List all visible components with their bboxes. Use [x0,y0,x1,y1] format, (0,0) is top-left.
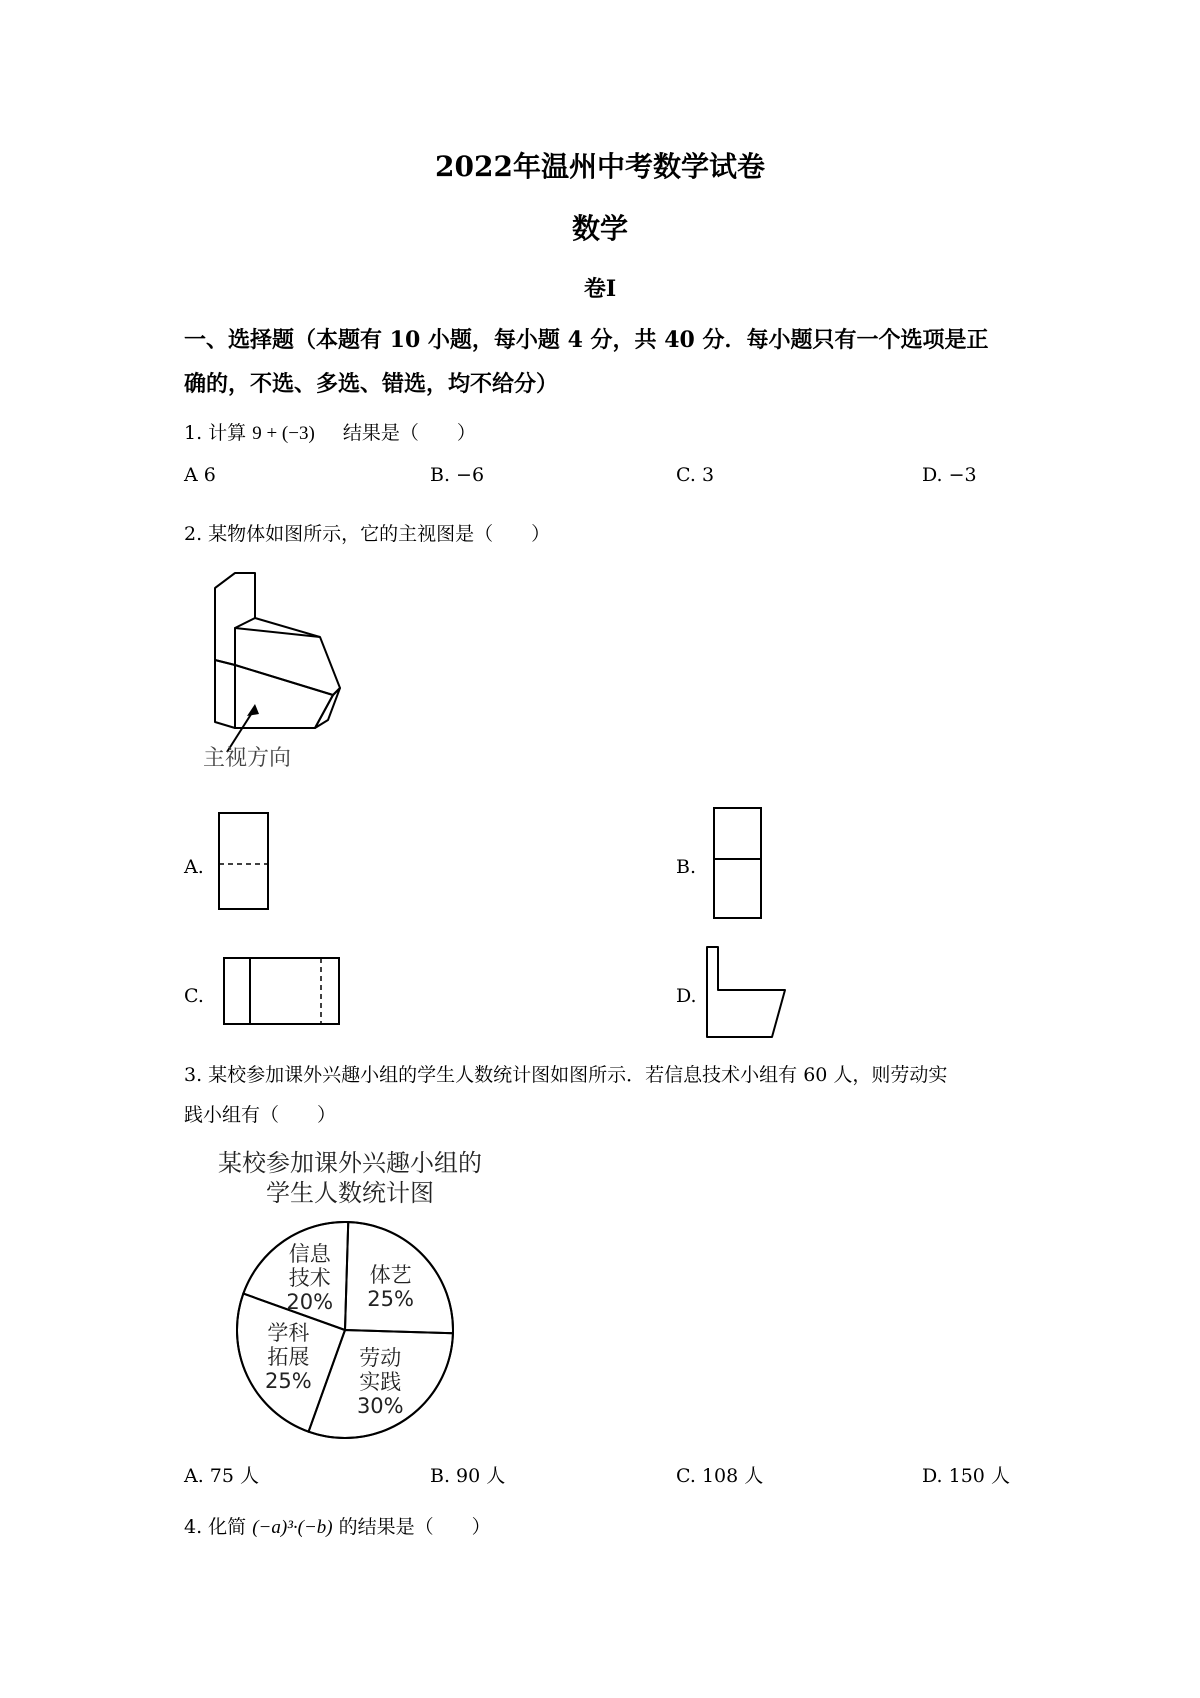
q2-option-d-figure[interactable] [705,945,790,1040]
pie-slice-category-label: 体艺 [369,1263,412,1288]
exam-title: 2022年温州中考数学试卷 [435,150,765,183]
q3-option-c[interactable]: C. 108 人 [676,1465,764,1487]
pie-slice-category-label: 劳动 [359,1345,402,1370]
q1-expression: 9 + (−3) [252,423,315,444]
pie-chart-title-line1: 某校参加课外兴趣小组的 [218,1149,482,1177]
figure-back-face [215,573,255,665]
q1-option-c[interactable]: C. 3 [676,464,715,486]
q2-option-b-figure[interactable] [713,807,763,920]
pie-slice-percent-label: 25% [367,1287,414,1312]
q4-suffix: 的结果是（ ） [338,1516,491,1538]
arrow-head [247,704,259,716]
question-3-line2: 践小组有（ ） [184,1104,337,1126]
figure-lower-left-face [215,660,235,728]
pie-slice-category-label: 实践 [359,1369,402,1394]
section-heading-line1: 一、选择题（本题有 10 小题，每小题 4 分，共 40 分．每小题只有一个选项是正 [184,327,989,353]
pie-chart-title-line2: 学生人数统计图 [266,1179,434,1207]
q2-option-b[interactable]: B. [676,856,697,878]
pie-slice-category-label: 学科 [267,1320,310,1345]
q2-option-a-figure[interactable] [218,812,270,912]
q3-option-b[interactable]: B. 90 人 [430,1465,506,1487]
q1-suffix: 结果是（ ） [342,422,476,444]
q4-expression: (−a)³·(−b) [252,1517,333,1538]
section-heading [184,318,1044,406]
question-2: 2. 某物体如图所示，它的主视图是（ ） [184,523,551,545]
section-heading-line2: 确的，不选、多选、错选，均不给分） [184,371,559,397]
q3-option-d[interactable]: D. 150 人 [922,1465,1010,1487]
figure-front-face [235,665,333,728]
pie-slice-percent-label: 20% [286,1290,334,1315]
q1-prefix: 1. 计算 [184,422,247,444]
volume-title: 卷Ⅰ [583,276,617,302]
pie-slice-category-label: 拓展 [267,1344,310,1369]
pie-slice-category-label: 信息 [288,1242,331,1267]
q4-prefix: 4. 化简 [184,1516,247,1538]
question-3-line1: 3. 某校参加课外兴趣小组的学生人数统计图如图所示．若信息技术小组有 60 人，则劳动实 [184,1064,948,1086]
q2-option-d[interactable]: D. [676,985,697,1007]
pie-chart-title [195,1148,505,1208]
q2-option-c[interactable]: C. [184,985,204,1007]
q2-object-figure [195,560,355,780]
pie-slice-percent-label: 30% [356,1393,404,1418]
q3-option-a[interactable]: A. 75 人 [184,1465,260,1487]
subject-title: 数学 [571,212,628,245]
question-1 [184,418,476,445]
q1-option-b[interactable]: B. −6 [430,464,485,486]
q2-option-c-figure[interactable] [223,957,341,1027]
q1-option-a[interactable]: A 6 [184,464,216,486]
q2-option-a[interactable]: A. [184,856,204,878]
pie-chart [225,1210,465,1450]
question-4 [184,1512,491,1539]
q1-option-d[interactable]: D. −3 [922,464,977,486]
pie-slice-percent-label: 25% [265,1368,312,1393]
figure-seat-top [235,628,340,695]
figure-top-edge [215,573,235,588]
pie-slice-category-label: 技术 [288,1266,331,1291]
view-direction-label: 主视方向 [203,746,292,771]
